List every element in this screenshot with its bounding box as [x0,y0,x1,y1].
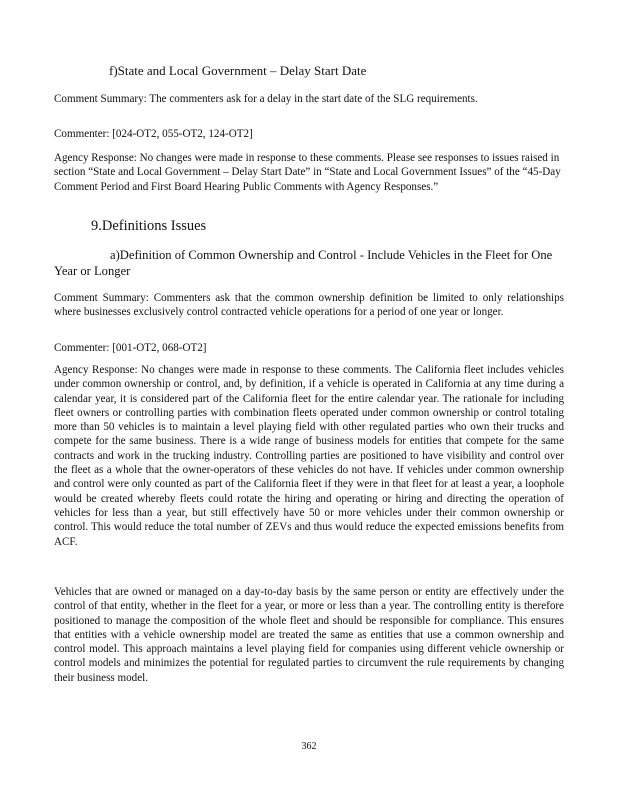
section-f-heading: f)State and Local Government – Delay Start Date [109,63,367,78]
page-number: 362 [301,741,317,752]
section-f-comment-summary: Comment Summary: The commenters ask for a delay in the start date of the SLG requirements. [54,93,478,105]
section-a-heading: a)Definition of Common Ownership and Control - Include Vehicles in the Fleet for One Year or Longer [54,248,553,278]
section-a-commenter: Commenter: [001-OT2, 068-OT2] [54,342,207,354]
section-f-commenter: Commenter: [024-OT2, 055-OT2, 124-OT2] [54,128,253,140]
section-a-agency-response: Agency Response: No changes were made in response to these comments. The California fleet includes vehicles under common ownership or control, and, by definition, if a vehicle is operated in California at any time during a calendar year, it is considered part of the California fleet for the entire calendar year. The rationale for including fleet owners or controlling parties with combination fleets operated under common ownership or control totaling more than 50 vehicles is to maintain a level playing field with other regulated parties who own their trucks and compete for the same business. There is a wide range of business models for entities that compete for the same contracts and work in the trucking industry. Controlling parties are positioned to have visibility and control over the fleet as a whole that the owner-operators of these vehicles do not have. If vehicles under common ownership and control were only counted as part of the California fleet if they were in that fleet for at least a year, a loophole would be created whereby fleets could rotate the hiring and operating or hiring and directing the operation of vehicles for less than a year, but still effectively have 50 or more vehicles under their common ownership or control. This would reduce the total number of ZEVs and thus would reduce the expected emissions benefits from ACF. [54,364,564,548]
section-a-agency-response-continued: Vehicles that are owned or managed on a day-to-day basis by the same person or entity are effectively under the control of that entity, whether in the fleet for a year, or more or less than a year. The controlling entity is therefore positioned to manage the composition of the whole fleet and should be responsible for compliance. This ensures that entities with a vehicle ownership model are treated the same as entities that use a common ownership and control model. This approach maintains a level playing field for companies using different vehicle ownership or control models and minimizes the potential for regulated parties to circumvent the rule requirements by changing their business model. [54,586,564,684]
section-f-agency-response: Agency Response: No changes were made in response to these comments. Please see responses to issues raised in section “State and Local Government – Delay Start Date” in “State and Local Government Issues” of the “45-Day Comment Period and First Board Hearing Public Comments with Agency Responses.” [54,152,561,193]
section-a-comment-summary: Comment Summary: Commenters ask that the common ownership definition be limited to only relationships where businesses exclusively control contracted vehicle operations for a period of one year or longer. [54,292,564,319]
section-9-heading: 9.Definitions Issues [91,218,207,234]
